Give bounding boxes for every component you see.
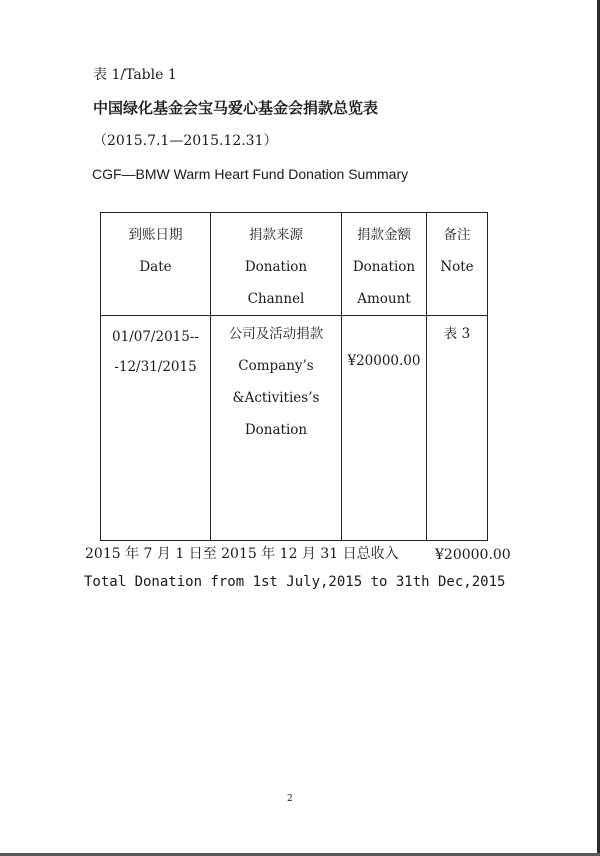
header-channel — [211, 213, 342, 316]
page-number: 2 — [287, 794, 293, 804]
channel-line-1: 公司及活动捐款 — [228, 326, 324, 342]
table-row — [101, 316, 488, 541]
header-channel-en-2: Channel — [247, 291, 305, 307]
header-amount-en-1: Donation — [352, 259, 416, 275]
cell-note — [427, 316, 488, 541]
note-value: 表 3 — [443, 326, 471, 342]
amount-value: ¥20000.00 — [347, 353, 421, 369]
header-amount-en-2: Amount — [357, 291, 411, 307]
total-amount: ¥20000.00 — [435, 547, 511, 563]
header-amount — [342, 213, 427, 316]
header-date-en: Date — [139, 259, 172, 275]
header-date-cn: 到账日期 — [128, 227, 183, 243]
total-label-english: Total Donation from 1st July,2015 to 31th Dec,2015 — [84, 574, 506, 590]
header-note — [427, 213, 488, 316]
header-date — [101, 213, 211, 316]
cell-amount — [342, 316, 427, 541]
header-note-en: Note — [440, 259, 474, 275]
table-id: 表 1/Table 1 — [93, 67, 177, 83]
title-english: CGF—BMW Warm Heart Fund Donation Summary — [92, 166, 409, 182]
channel-line-2: Company’s — [238, 358, 314, 374]
cell-channel — [211, 316, 342, 541]
total-label-chinese: 2015 年 7 月 1 日至 2015 年 12 月 31 日总收入 — [85, 546, 399, 562]
cell-date — [101, 316, 211, 541]
header-channel-cn: 捐款来源 — [249, 227, 303, 243]
donation-summary-table — [100, 212, 488, 541]
header-amount-cn: 捐款金额 — [357, 227, 411, 243]
period: （2015.7.1—2015.12.31） — [93, 133, 278, 149]
title-chinese: 中国绿化基金会宝马爱心基金会捐款总览表 — [93, 99, 379, 117]
date-line-2: -12/31/2015 — [114, 359, 197, 375]
header-channel-en-1: Donation — [244, 259, 308, 275]
channel-line-4: Donation — [244, 422, 308, 438]
table-header-row — [101, 213, 488, 316]
header-note-cn: 备注 — [443, 227, 471, 243]
date-line-1: 01/07/2015-- — [112, 329, 199, 345]
channel-line-3: &Activities’s — [232, 390, 320, 406]
